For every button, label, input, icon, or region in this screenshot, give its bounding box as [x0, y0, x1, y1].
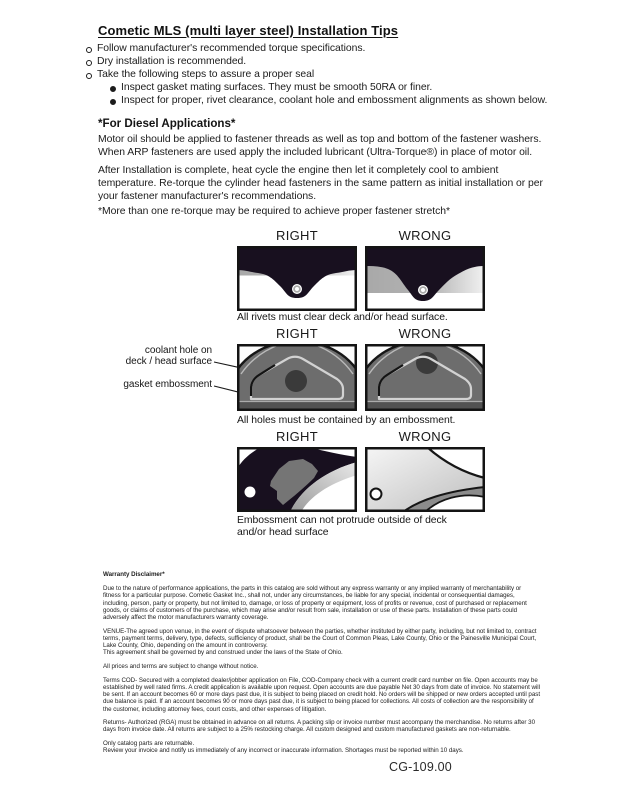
rivet-icon [417, 284, 430, 297]
warranty-paragraph: Only catalog parts are returnable. [103, 740, 195, 748]
bullet-circle-icon [86, 47, 92, 53]
bullet-circle-icon [86, 73, 92, 79]
bullet-dot-icon [110, 99, 116, 105]
warranty-paragraph: This agreement shall be governed by and construed under the laws of the State of Ohio. [103, 649, 343, 657]
warranty-paragraph: Terms COD- Secured with a completed dealer/jobber application on File, COD-Company check with a current credit card number on file. Open accounts may be established by well rated firms. A credit application is available upon request. Open accounts are due payable Net 30 days from date of invoice. No statement will be sent. If an account becomes 60 or more days past due, it is subject to being placed on credit hold. No orders will be shipped or new orders accepted until past due balance is paid. If an account becomes 90 or more days past due, it is subject to being placed for collections. All costs of collection are the responsibility of the customer, including attorney fees, court costs, and other expenses of litigation. [103, 676, 541, 713]
coolant-hole-icon [285, 370, 307, 392]
bullet-dot-icon [110, 86, 116, 92]
protrusion-caption-line2: and/or head surface [237, 527, 329, 538]
diagram-embossment-wrong [365, 344, 485, 411]
retorque-note: *More than one re-torque may be required to achieve proper fastener stretch* [98, 206, 450, 217]
diagram-embossment-right [237, 344, 357, 411]
installation-tips-list [86, 42, 556, 107]
warranty-paragraph: All prices and terms are subject to change without notice. [103, 663, 259, 671]
bullet-circle-icon [86, 60, 92, 66]
diagram-protrusion-right [237, 447, 357, 512]
wrong-label: WRONG [398, 429, 452, 444]
coolant-hole-label-line2: deck / head surface [125, 356, 212, 367]
rivet-caption: All rivets must clear deck and/or head surface. [237, 312, 448, 323]
list-item [86, 68, 556, 81]
wrong-label: WRONG [398, 326, 452, 341]
diesel-applications-heading: *For Diesel Applications* [98, 117, 236, 130]
warranty-heading: Warranty Disclaimer* [103, 571, 165, 578]
diagram-rivet-right [237, 246, 357, 311]
list-item [86, 55, 556, 68]
warranty-paragraph: VENUE-The agreed upon venue, in the event of dispute whatsoever between the parties, whether instituted by either party, including, but not limited to, contract terms, payment terms, delivery, type, defects, sufficiency of product, shall be the Court of Common Pleas, Lake County, Ohio or the Painesville Municipal Court, Lake County, Ohio, depending on the amount in controversy. [103, 627, 537, 650]
diesel-paragraph-2: After Installation is complete, heat cycle the engine then let it completely cool to ambient temperature. Re-torque the cylinder head fasteners in the same pattern as initial installation or per your fastener manufacturer's recommendations. [98, 165, 543, 203]
list-item-text: Inspect gasket mating surfaces. They must be smooth 50RA or finer. [121, 82, 433, 93]
list-item [110, 81, 556, 94]
protrusion-caption-line1: Embossment can not protrude outside of deck [237, 515, 447, 526]
diesel-paragraph-1: Motor oil should be applied to fastener threads as well as top and bottom of the fastener washers. When ARP fasteners are used apply the included lubricant (Ultra-Torque®) in place of motor oil. [98, 134, 542, 159]
right-label: RIGHT [276, 228, 318, 243]
coolant-hole-icon [416, 352, 438, 374]
list-item-text: Follow manufacturer's recommended torque specifications. [97, 43, 366, 54]
coolant-hole-label [96, 345, 212, 367]
right-label: RIGHT [276, 326, 318, 341]
right-label: RIGHT [276, 429, 318, 444]
warranty-disclaimer [103, 571, 540, 755]
list-item-text: Take the following steps to assure a proper seal [97, 69, 315, 80]
warranty-paragraph: Review your invoice and notify us immediately of any incorrect or inaccurate information. Shortages must be reported within 10 days. [103, 747, 464, 755]
list-item-text: Inspect for proper, rivet clearance, coolant hole and embossment alignments as shown below. [121, 95, 548, 106]
diagram-rivet-wrong [365, 246, 485, 311]
gasket-embossment-label: gasket embossment [123, 379, 212, 390]
page-title: Cometic MLS (multi layer steel) Installation Tips [98, 23, 399, 38]
embossment-caption: All holes must be contained by an embossment. [237, 415, 456, 426]
rivet-icon [291, 283, 304, 296]
protrusion-caption [237, 515, 447, 539]
bolt-hole-icon [371, 489, 382, 500]
page-number: CG-109.00 [389, 760, 452, 774]
warranty-paragraph: Returns- Authorized (RGA) must be obtained in advance on all returns. A packing slip or invoice number must accompany the merchandise. No returns after 30 days from invoice date. All returns are subject to a 25% restocking charge. All custom designed and custom manufactured gaskets are non-returnable. [103, 719, 535, 734]
list-item-text: Dry installation is recommended. [97, 56, 247, 67]
diagram-protrusion-wrong [365, 447, 485, 512]
wrong-label: WRONG [398, 228, 452, 243]
list-item [86, 42, 556, 55]
bolt-hole-icon [245, 487, 256, 498]
coolant-hole-label-line1: coolant hole on [144, 345, 212, 356]
warranty-paragraph: Due to the nature of performance applications, the parts in this catalog are sold without any express warranty or any implied warranty of merchantability or fitness for a particular purpose. Cometic Gasket Inc., shall not, under any circumstances, be liable for any special, incidental or consequential damages, including, person, party or property, but not limited to, damage, or loss of property or equipment, loss of profits or revenue, cost of purchased or replacement goods, or claims of customers of the purchase, which may arise and/or result from sale, installation or use of these parts. Installation of these parts could adversely affect the motor manufacturers warranty coverage. [103, 585, 527, 622]
list-item [110, 94, 556, 107]
